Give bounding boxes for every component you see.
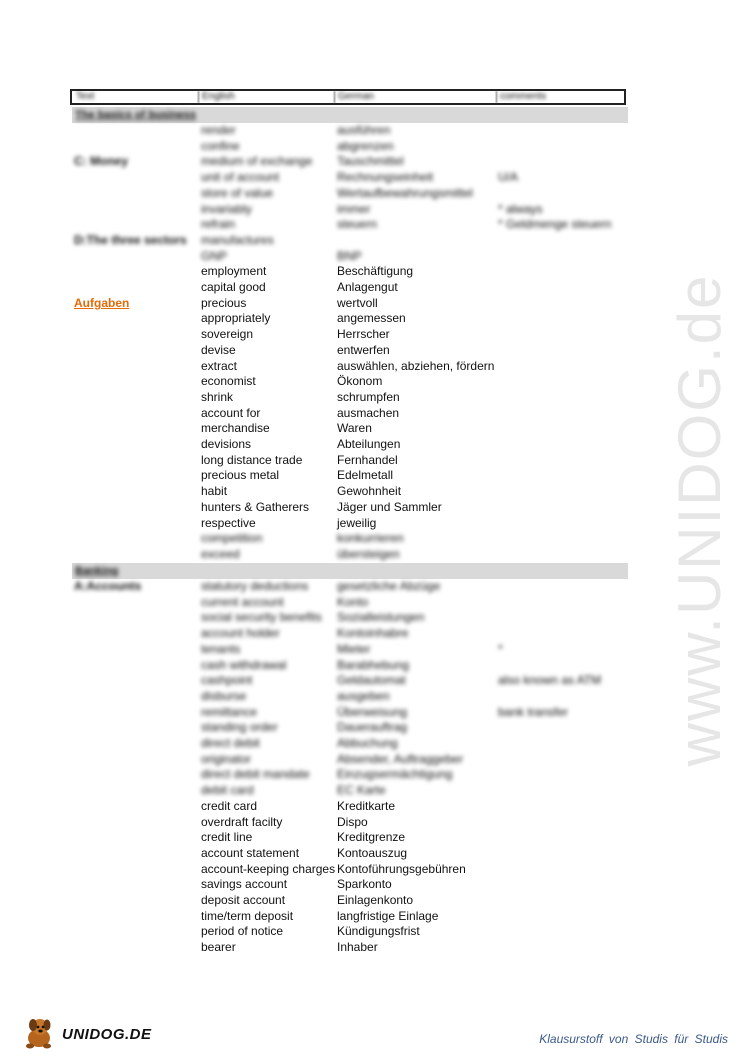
english-term: period of notice — [201, 924, 284, 939]
vocab-row — [0, 876, 750, 892]
english-term: sovereign — [201, 327, 254, 342]
english-term: store of value — [201, 185, 274, 200]
footer-tagline: Klausurstoff von Studis für Studis — [539, 1032, 728, 1046]
vocab-row — [0, 798, 750, 814]
german-term: Gewohnheit — [337, 484, 402, 499]
english-term: unit of account — [201, 170, 280, 185]
vocab-row — [0, 232, 750, 248]
header-separator — [496, 91, 497, 103]
english-term: manufactures — [201, 232, 274, 247]
vocab-row — [0, 201, 750, 217]
english-term: deposit account — [201, 893, 286, 907]
english-term: competition — [201, 531, 263, 546]
vocab-row — [0, 657, 750, 673]
german-term: konkurrieren — [337, 531, 404, 546]
vocab-row — [0, 892, 750, 908]
vocab-row — [0, 467, 750, 483]
english-term: capital good — [201, 280, 266, 294]
vocab-row — [0, 861, 750, 877]
aufgaben-link[interactable]: Aufgaben — [74, 296, 130, 310]
vocab-row — [0, 845, 750, 861]
english-term: credit line — [201, 830, 253, 845]
german-term: wertvoll — [337, 295, 378, 310]
comment: U/A — [498, 170, 519, 185]
english-term: bearer — [201, 940, 236, 955]
vocab-row — [0, 625, 750, 641]
vocab-row — [0, 310, 750, 326]
vocab-row — [0, 641, 750, 657]
header-separator — [334, 91, 335, 103]
vocab-row — [0, 939, 750, 955]
header-english: English — [202, 91, 235, 102]
header-text: Text — [76, 91, 95, 102]
english-term: refrain — [201, 217, 236, 232]
header-separator — [198, 91, 199, 103]
german-term: jeweilig — [337, 515, 377, 530]
english-term: standing order — [201, 720, 278, 735]
vocab-row — [0, 609, 750, 625]
german-term: Kündigungsfrist — [337, 924, 420, 939]
english-term: current account — [201, 594, 284, 609]
vocab-row — [0, 436, 750, 452]
german-term: Kreditkarte — [337, 798, 396, 813]
logo-text: UNIDOG.DE — [62, 1026, 152, 1043]
english-term: shrink — [201, 389, 234, 404]
vocab-row — [0, 420, 750, 436]
german-term: Kontoinhabre — [337, 626, 409, 641]
german-term: Rechnungseinheit — [337, 170, 434, 185]
german-term: entwerfen — [337, 342, 390, 357]
german-term: immer — [337, 201, 371, 216]
vocab-row — [0, 766, 750, 782]
english-term: habit — [201, 484, 228, 499]
german-term: Beschäftigung — [337, 264, 414, 279]
english-term: credit card — [201, 798, 258, 813]
comment: also known as ATM — [498, 673, 602, 688]
german-term: Jäger und Sammler — [337, 499, 442, 514]
english-term: account-keeping charges — [201, 861, 336, 876]
german-term: Einlagenkonto — [337, 893, 414, 907]
section-heading-banking — [72, 563, 628, 579]
vocab-row — [0, 829, 750, 845]
dog-icon — [22, 1016, 60, 1050]
english-term: hunters & Gatherers — [201, 499, 310, 514]
section-title: Banking — [75, 565, 119, 577]
german-term: BNP — [337, 248, 362, 263]
vocab-row — [0, 782, 750, 798]
vocab-row — [0, 263, 750, 279]
vocab-row — [0, 719, 750, 735]
english-term: devise — [201, 342, 236, 357]
english-term: merchandise — [201, 421, 270, 436]
english-term: cashpoint — [201, 673, 253, 688]
vocab-row — [0, 169, 750, 185]
german-term: Tauschmittel — [337, 154, 404, 169]
english-term: medium of exchange — [201, 154, 313, 169]
german-term: Fernhandel — [337, 452, 398, 467]
english-term: exceed — [201, 546, 240, 561]
vocab-row — [0, 704, 750, 720]
english-term: debit card — [201, 783, 254, 798]
english-term: GNP — [201, 248, 228, 263]
english-term: employment — [201, 264, 267, 279]
german-term: Dispo — [337, 814, 368, 829]
german-term: Konto — [337, 594, 369, 609]
german-term: schrumpfen — [337, 389, 400, 404]
german-term: gesetzliche Abzüge — [337, 579, 441, 593]
english-term: invariably — [201, 201, 252, 216]
german-term: Waren — [337, 421, 372, 436]
vocab-row — [0, 185, 750, 201]
english-term: tenants — [201, 641, 241, 656]
english-term: precious — [201, 295, 247, 310]
english-term: appropriately — [201, 311, 271, 326]
vocab-row — [0, 530, 750, 546]
german-term: Barabhebung — [337, 657, 410, 672]
english-term: long distance trade — [201, 452, 303, 467]
vocab-row — [0, 373, 750, 389]
vocab-row — [0, 216, 750, 232]
comment: * always — [498, 201, 543, 216]
german-term: Edelmetall — [337, 468, 394, 483]
english-term: economist — [201, 374, 256, 389]
vocab-row — [0, 248, 750, 264]
english-term: direct debit mandate — [201, 767, 310, 782]
german-term: Kontoführungsgebühren — [337, 861, 466, 876]
german-term: Mieter — [337, 641, 371, 656]
vocab-row — [0, 389, 750, 405]
vocab-row — [0, 342, 750, 358]
vocab-row — [0, 923, 750, 939]
german-term: Kontoauszug — [337, 845, 408, 860]
vocab-row — [0, 546, 750, 562]
german-term: Abteilungen — [337, 437, 401, 451]
german-term: Herrscher — [337, 327, 390, 342]
vocab-row — [0, 735, 750, 751]
german-term: Einzugsermächtigung — [337, 767, 453, 782]
section-label: C: Money — [74, 154, 128, 169]
vocab-row — [0, 405, 750, 421]
german-term: Ökonom — [337, 374, 383, 389]
vocab-row — [0, 578, 750, 594]
vocab-row — [0, 688, 750, 704]
section-label: D:The three sectors — [74, 232, 187, 247]
german-term: Kreditgrenze — [337, 830, 406, 845]
vocab-row — [0, 279, 750, 295]
english-term: time/term deposit — [201, 908, 294, 923]
german-term: ausgeben — [337, 688, 390, 703]
german-term: Sozialleistungen — [337, 610, 425, 625]
german-term: Sparkonto — [337, 877, 392, 892]
watermark: www.UNIDOG.de — [666, 273, 733, 767]
english-term: confine — [201, 138, 240, 153]
english-term: account for — [201, 405, 261, 420]
english-term: respective — [201, 515, 256, 530]
vocab-row — [0, 452, 750, 468]
english-term: render — [201, 123, 236, 137]
english-term: cash withdrawal — [201, 657, 287, 672]
header-comments: comments — [500, 91, 547, 102]
vocab-row — [0, 326, 750, 342]
section-label: A:Accounts — [74, 579, 142, 593]
vocab-row — [0, 751, 750, 767]
english-term: devisions — [201, 437, 252, 451]
unidog-logo — [22, 1016, 162, 1052]
english-term: originator — [201, 751, 252, 766]
english-term: extract — [201, 358, 238, 373]
german-term: angemessen — [337, 311, 406, 326]
english-term: precious metal — [201, 468, 280, 483]
english-term: account statement — [201, 845, 300, 860]
vocab-row — [0, 594, 750, 610]
comment: * — [498, 641, 503, 656]
german-term: Überweisung — [337, 704, 408, 719]
vocab-row — [0, 515, 750, 531]
english-term: overdraft facilty — [201, 814, 283, 829]
german-term: auswählen, abziehen, fördern — [337, 358, 495, 373]
vocab-row — [0, 499, 750, 515]
vocab-row — [0, 358, 750, 374]
german-term: langfristige Einlage — [337, 908, 439, 923]
vocab-row — [0, 814, 750, 830]
english-term: disburse — [201, 688, 247, 703]
german-term: Abbuchung — [337, 736, 398, 750]
section-title: The basics of business — [75, 109, 197, 121]
vocab-row — [0, 908, 750, 924]
german-term: ausmachen — [337, 405, 400, 420]
german-term: steuern — [337, 217, 378, 232]
german-term: EC Karte — [337, 783, 386, 798]
german-term: Geldautomat — [337, 673, 406, 688]
german-term: Dauerauftrag — [337, 720, 408, 735]
vocab-row — [0, 122, 750, 138]
german-term: Inhaber — [337, 940, 378, 955]
header-german: German — [338, 91, 375, 102]
german-term: Wertaufbewahrungsmittel — [337, 185, 473, 200]
german-term: Anlagengut — [337, 280, 398, 294]
comment: * Geldmenge steuern — [498, 217, 612, 232]
vocab-row — [0, 672, 750, 688]
table-header — [70, 89, 626, 105]
english-term: remittance — [201, 704, 258, 719]
english-term: savings account — [201, 877, 288, 892]
english-term: direct debit — [201, 736, 260, 750]
vocab-row — [0, 153, 750, 169]
section-heading-basics — [72, 107, 628, 123]
english-term: social security benefits — [201, 610, 322, 625]
english-term: account holder — [201, 626, 280, 641]
comment: bank transfer — [498, 704, 569, 719]
german-term: ausführen — [337, 123, 391, 137]
german-term: übersteigen — [337, 546, 400, 561]
german-term: abgrenzen — [337, 138, 394, 153]
vocab-row — [0, 138, 750, 154]
german-term: Absender, Auftraggeber — [337, 751, 464, 766]
english-term: statutory deductions — [201, 579, 309, 593]
vocab-row — [0, 483, 750, 499]
